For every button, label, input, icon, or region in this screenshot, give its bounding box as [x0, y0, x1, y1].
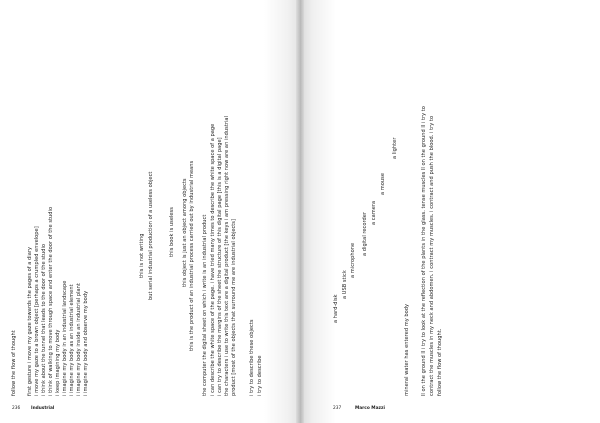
text-line: contract the muscles in my neck and abdomen. i contract my muscles. i contract and push the blood. i try to	[429, 115, 435, 396]
text-line: i try to describe these objects	[249, 319, 255, 396]
book-gutter	[296, 0, 304, 423]
text-line: this is not writing	[139, 233, 145, 278]
page-number: 237	[333, 406, 342, 411]
text-line: i imagine my body and observe my body	[83, 290, 89, 396]
text-line: this object is just an object among objects	[182, 178, 188, 287]
text-line: i think about the tunnel that leads to the door of the studio	[41, 243, 47, 396]
text-line: a USB stick	[342, 270, 348, 299]
running-title: Marco Mazzi	[355, 406, 385, 411]
text-line: follow the flow of thought	[11, 330, 17, 396]
text-line: a mouse	[380, 173, 386, 195]
text-line: i can describe the white space of the page. i have tried many times to describe the white space of a page	[210, 123, 216, 396]
text-line: i imagine my body in an industrial landscape	[62, 280, 68, 396]
text-line: i try to describe	[257, 355, 263, 396]
text-line: the computer the digital sheet on which i write is an industrial product	[202, 214, 208, 396]
text-line: a hard-disk	[333, 294, 339, 323]
page-number: 236	[12, 406, 21, 411]
text-line: i can try to describe the margins of the sheet the structure of this digital page [this is a digital page]	[217, 137, 223, 396]
text-line: first gesture i move my gaze towards the pages of a diary	[27, 247, 33, 396]
text-line: ll on the ground ll i try to look at the reflection of the plants in the glass. tense muscles ll on the ground ll i try to	[421, 106, 427, 396]
text-line: the characters i use to write this text are a digital product [the keys i am pressing right now are an industrial	[224, 116, 230, 396]
text-line: a lighter	[392, 137, 398, 159]
text-line: a microphone	[350, 242, 356, 278]
text-line: i move my gaze to a brown object [perhaps a crumpled envelope]	[34, 226, 40, 396]
running-title: Industrial	[31, 406, 55, 411]
text-line: i imagine my body as an industrial element	[69, 284, 75, 396]
text-line: product [most of the objects that surround me are industrial objects]	[231, 219, 237, 396]
text-line: this book is useless	[169, 207, 175, 257]
text-line: i imagine my body inside an industrial plant	[76, 283, 82, 396]
text-line: a camera	[371, 200, 377, 225]
text-line: i think of walking to move through space and enter the door of the studio	[48, 206, 54, 396]
right-page	[300, 0, 600, 423]
text-line: a digital recorder	[362, 211, 368, 256]
text-line: but serial industrial production of a useless object	[148, 171, 154, 300]
text-line: this is the product of an industrial process carried out by industrial means	[189, 160, 195, 351]
text-line: i keep imagining my body	[55, 329, 61, 396]
text-line: follow the flow of thought.	[437, 328, 443, 396]
text-line: mineral water has entered my body	[404, 303, 410, 396]
